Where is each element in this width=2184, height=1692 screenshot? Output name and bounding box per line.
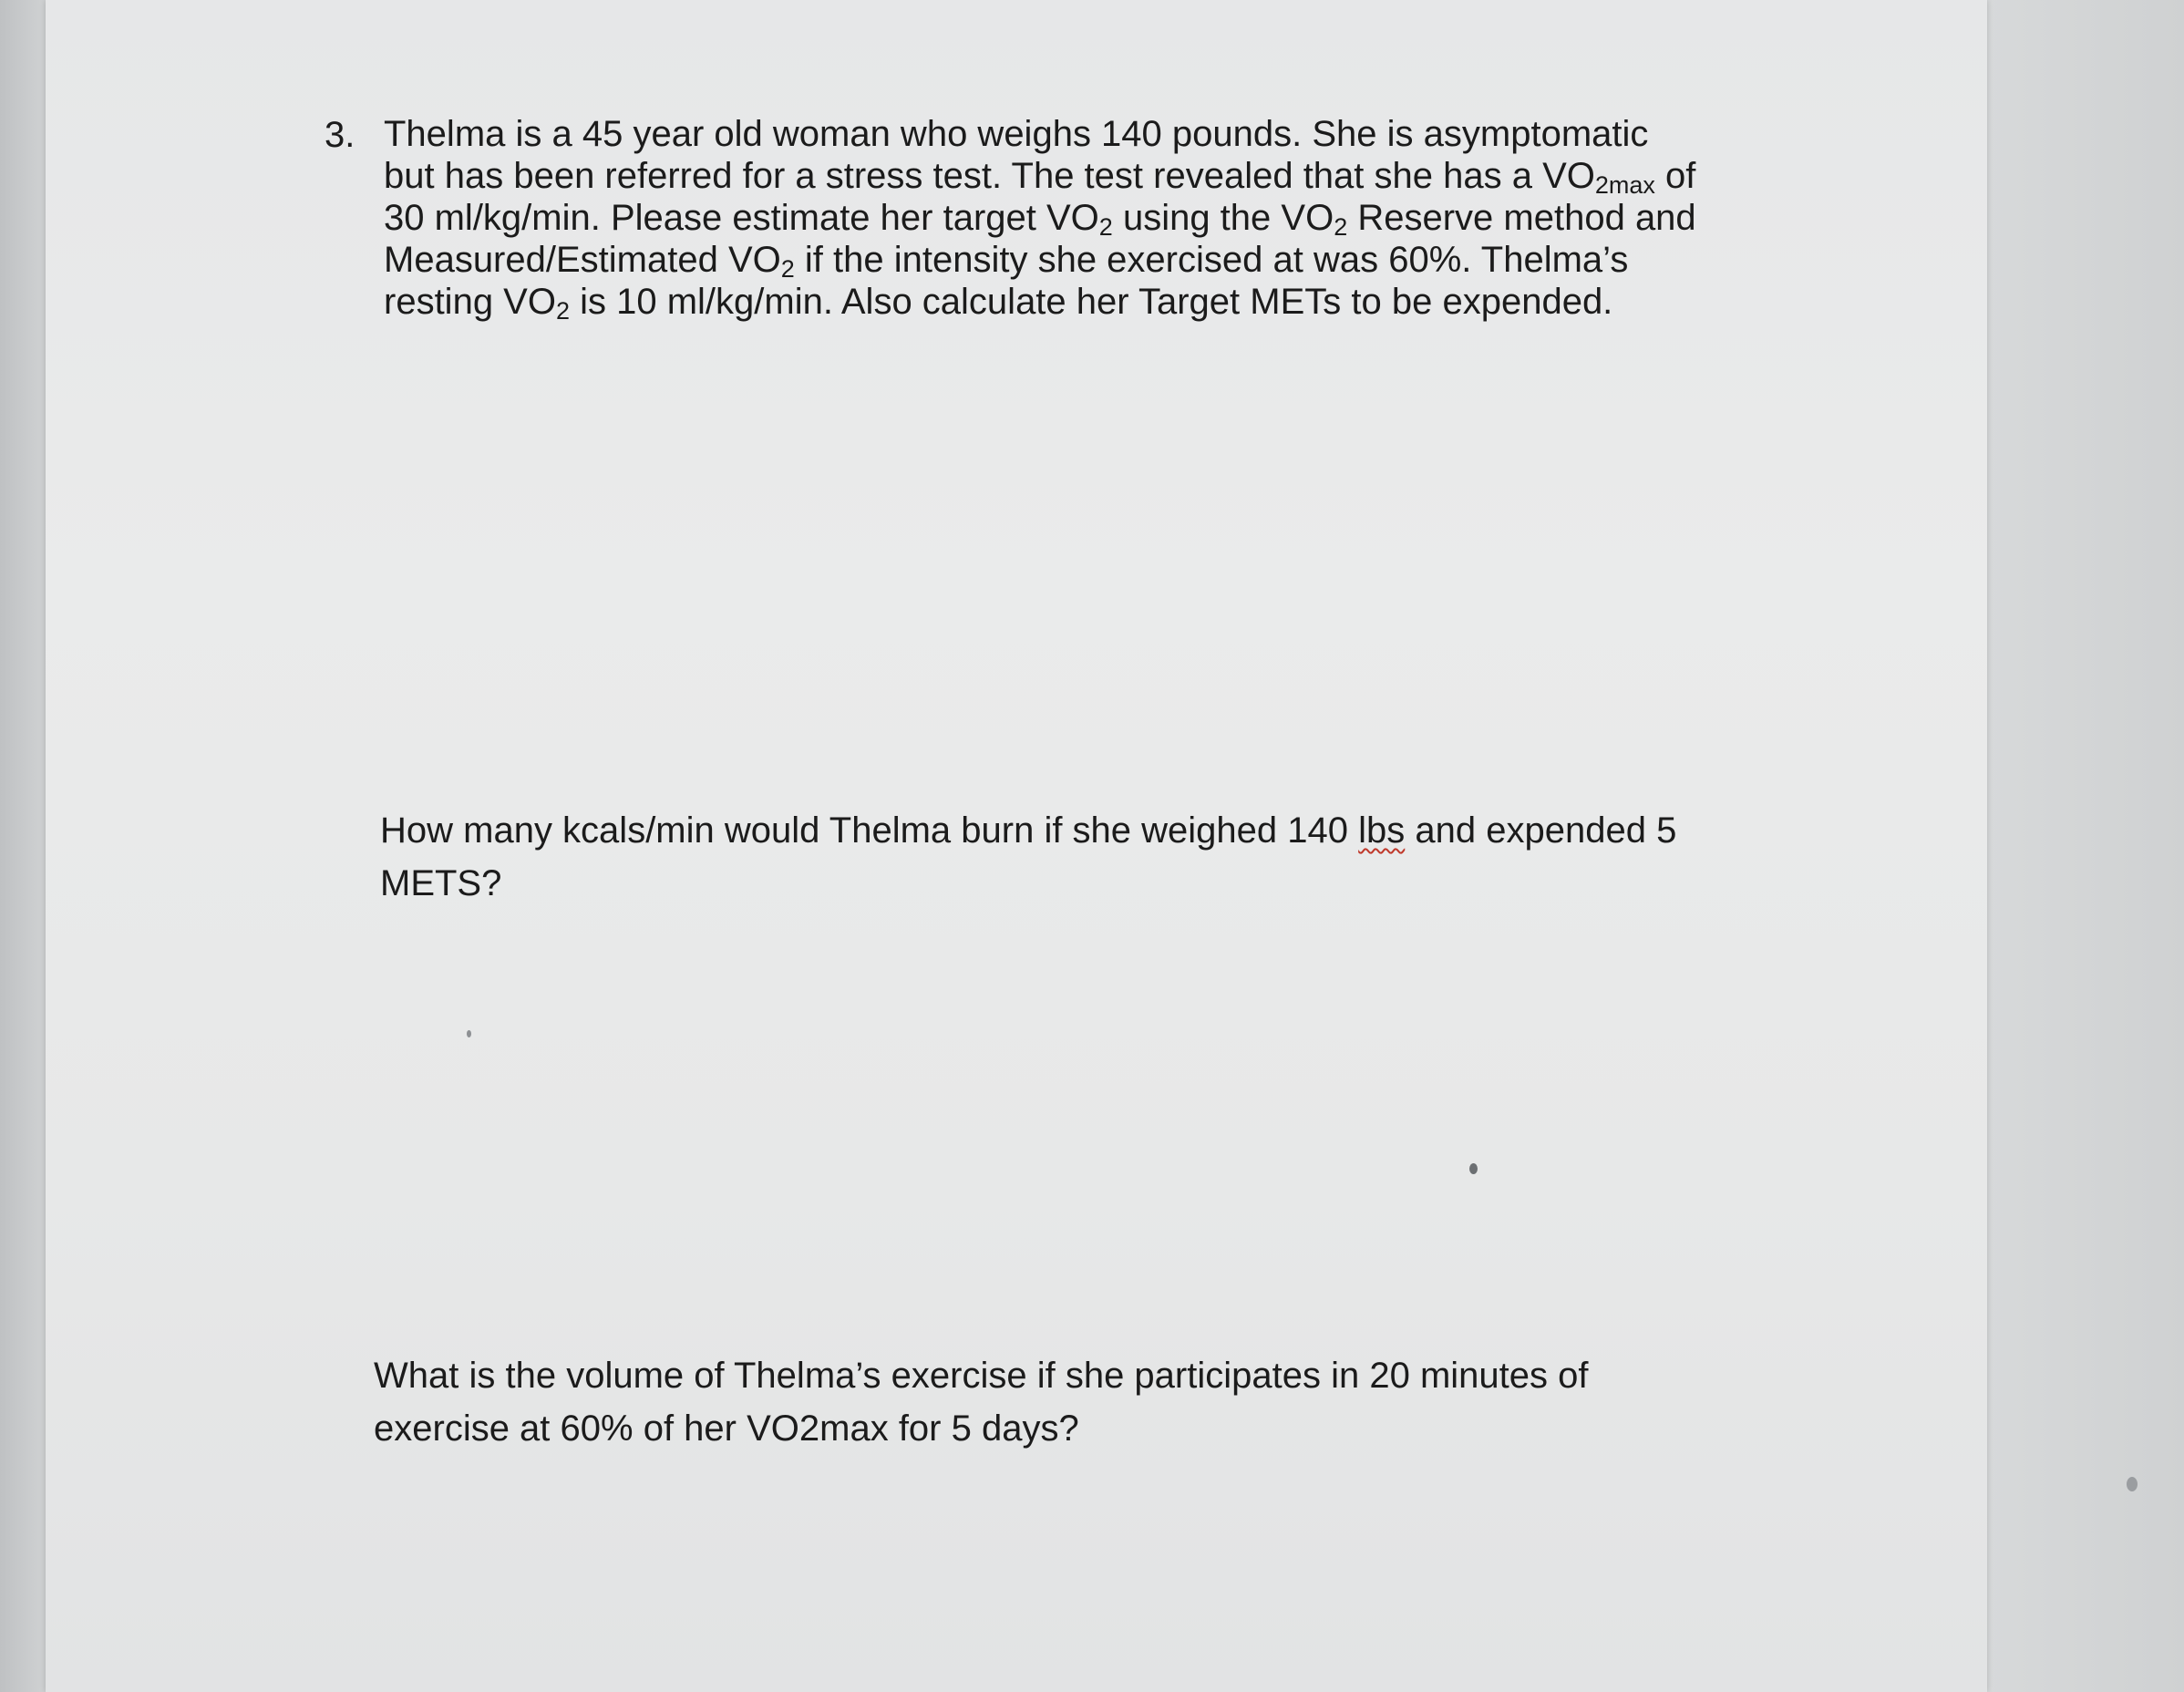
kcals-question-line-2: METS? [380,863,502,903]
subscript-2: 2 [1334,213,1348,241]
spellcheck-flagged-word: lbs [1358,810,1406,851]
subscript-2: 2 [555,297,570,325]
subscript-2max: 2max [1594,171,1655,199]
subscript-2: 2 [780,255,795,283]
subscript-2: 2 [1098,213,1113,241]
question-number: 3. [325,115,355,155]
question-line-5: resting $VO_2$ is 10 ml/kg/min. Also calculate her Target METs to be expended. [384,282,1613,325]
paper-speck [2127,1477,2138,1491]
question-line-4: Measured/Estimated $VO_2$ if the intensity she exercised at was 60%. Thelma’s [384,240,1629,283]
kcals-question-line-1: How many kcals/min would Thelma burn if she weighed 140 lbs and expended 5 [380,810,1677,851]
question-line-1: Thelma is a 45 year old woman who weighs 140 pounds. She is asymptomatic [384,114,1649,154]
volume-question-line-2: exercise at 60% of her VO2max for 5 days? [374,1408,1079,1449]
paper-speck [467,1030,471,1037]
volume-question-line-1: What is the volume of Thelma’s exercise if she participates in 20 minutes of [374,1356,1589,1396]
volume-question [374,1349,1741,1455]
paper-speck [1469,1163,1478,1174]
kcals-question [380,804,1747,910]
question-line-2: but has been referred for a stress test. The test revealed that she has a $VO_{2max}$ of [384,156,1696,199]
question-line-3: 30 ml/kg/min. Please estimate her target $VO_2$ using the $VO_2$ Reserve method and [384,198,1696,241]
question-text [384,113,1751,323]
